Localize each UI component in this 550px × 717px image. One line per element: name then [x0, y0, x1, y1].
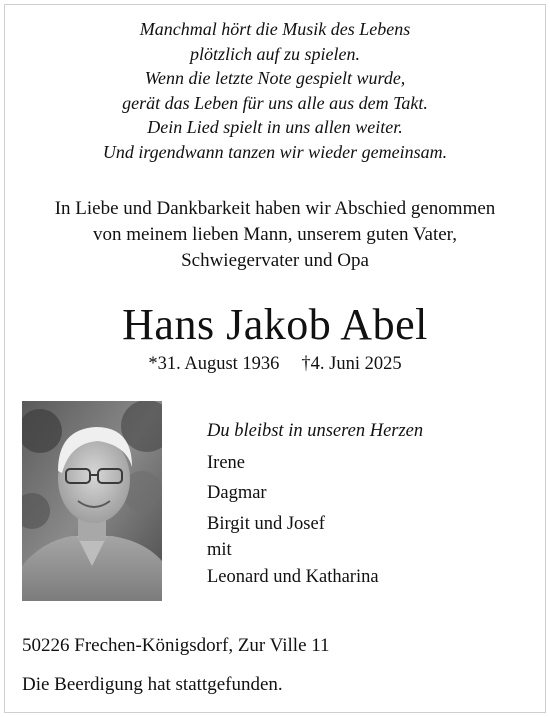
poem-line: plötzlich auf zu spielen. — [190, 43, 360, 64]
poem — [0, 17, 550, 164]
family-member: mit — [207, 540, 232, 560]
death-date: †4. Juni 2025 — [301, 354, 402, 374]
intro-line: von meinem lieben Mann, unserem guten Vater, — [92, 224, 457, 245]
intro-line: Schwiegervater und Opa — [181, 250, 369, 271]
birth-date: *31. August 1936 — [148, 354, 280, 374]
funeral-note: Die Beerdigung hat stattgefunden. — [22, 674, 283, 695]
portrait-photo — [22, 401, 162, 601]
poem-line: gerät das Leben für uns alle aus dem Takt. — [122, 92, 428, 113]
intro-text — [0, 196, 550, 274]
family-member: Leonard und Katharina — [207, 566, 379, 587]
poem-line: Manchmal hört die Musik des Lebens — [139, 19, 411, 39]
poem-line: Und irgendwann tanzen wir wieder gemeinsam. — [102, 141, 448, 162]
life-dates — [0, 352, 550, 376]
deceased-name: Hans Jakob Abel — [122, 300, 428, 349]
family-member: Birgit und Josef — [207, 513, 325, 534]
family-block — [207, 418, 527, 590]
poem-line: Wenn die letzte Note gespielt wurde, — [144, 68, 406, 88]
family-motto: Du bleibst in unseren Herzen — [207, 421, 424, 441]
poem-line: Dein Lied spielt in uns allen weiter. — [147, 117, 403, 137]
portrait-illustration — [22, 401, 162, 601]
family-address: 50226 Frechen-Königsdorf, Zur Ville 11 — [22, 635, 330, 656]
family-member: Dagmar — [207, 483, 267, 503]
family-member: Irene — [207, 452, 245, 473]
intro-line: In Liebe und Dankbarkeit haben wir Abschied genommen — [54, 198, 496, 219]
